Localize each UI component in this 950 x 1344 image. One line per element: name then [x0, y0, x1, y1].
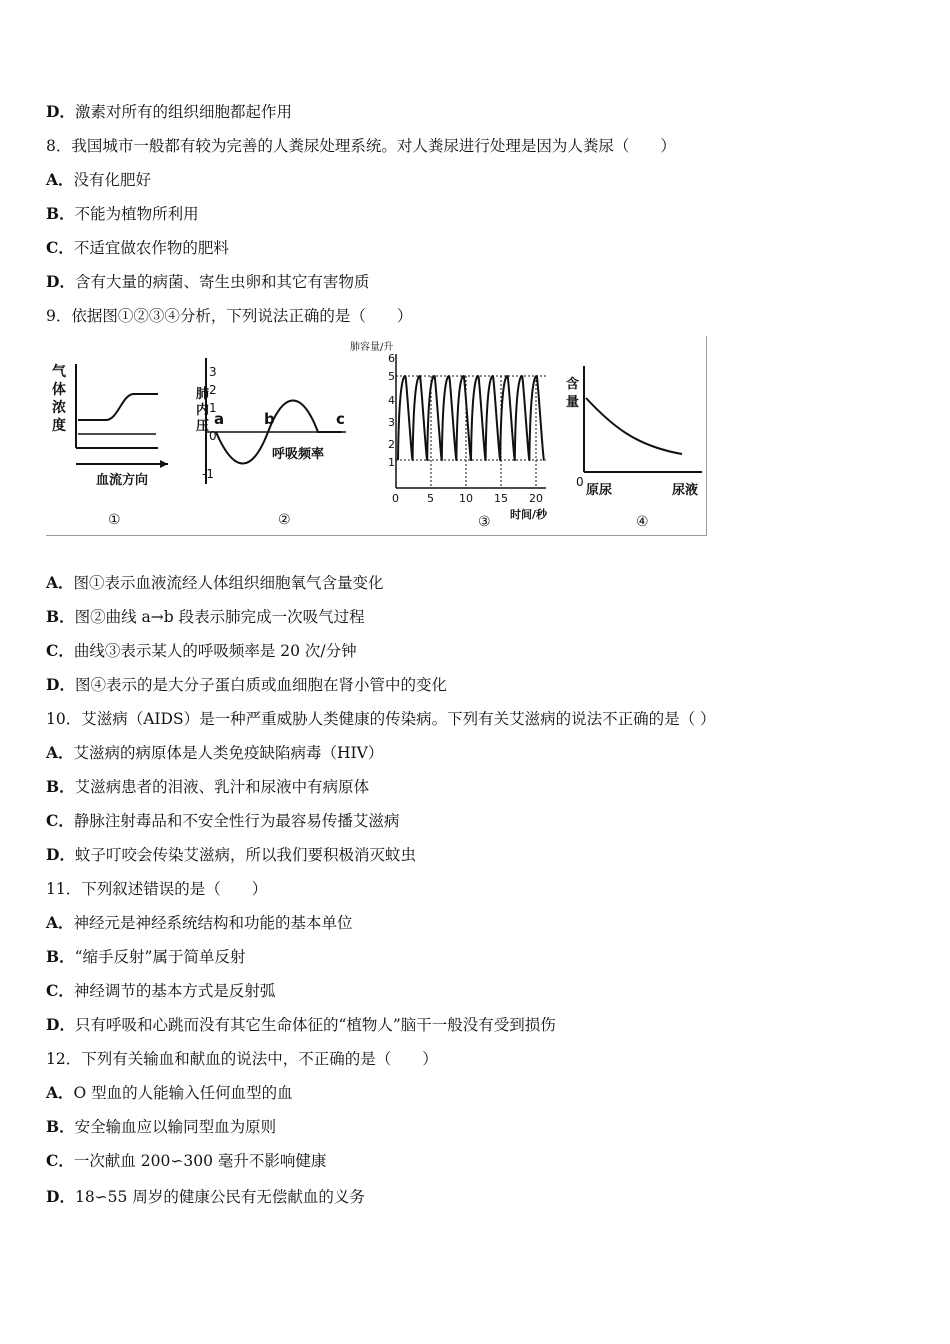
option-label: C． — [46, 1151, 74, 1170]
g4-ylabel-2: 量 — [566, 395, 580, 410]
option-text: 蚊子叮咬会传染艾滋病，所以我们要积极消灭蚊虫 — [74, 846, 416, 864]
option-text: 一次献血 200∽300 毫升不影响健康 — [73, 1152, 327, 1170]
g2-xlabel: 呼吸频率 — [272, 447, 325, 462]
g4-curve — [586, 398, 682, 454]
graphs-svg — [46, 336, 706, 535]
answer-option — [46, 1015, 556, 1035]
graph-4 — [566, 366, 702, 530]
g3-caption: ③ — [478, 514, 491, 530]
option-text: 激素对所有的组织细胞都起作用 — [74, 103, 292, 121]
g3-ytick-6: 6 — [388, 352, 395, 365]
option-text: 含有大量的病菌、寄生虫卵和其它有害物质 — [74, 273, 370, 291]
g3-ytick-5: 5 — [388, 370, 395, 383]
question-stem: 12．下列有关输血和献血的说法中，不正确的是（ ） — [46, 1050, 438, 1068]
answer-option — [46, 811, 399, 831]
option-text: 神经元是神经系统结构和功能的基本单位 — [73, 914, 353, 932]
option-text: 神经调节的基本方式是反射弧 — [73, 982, 276, 1000]
answer-option — [46, 1151, 326, 1171]
answer-option — [46, 1187, 365, 1207]
g2-point-c: c — [336, 410, 345, 428]
option-label: C． — [46, 981, 74, 1000]
option-text: 艾滋病的病原体是人类免疫缺陷病毒（HIV） — [73, 744, 384, 762]
option-text: 只有呼吸和心跳而没有其它生命体征的“植物人”脑干一般没有受到损伤 — [74, 1016, 556, 1034]
option-label: D． — [46, 1187, 75, 1206]
option-text: 曲线③表示某人的呼吸频率是 20 次/分钟 — [73, 642, 357, 660]
graph-2 — [196, 358, 346, 528]
g3-ytick-1: 1 — [388, 456, 395, 469]
option-label: C． — [46, 238, 74, 257]
g3-xtick-15: 15 — [494, 492, 508, 505]
question-stem: 10．艾滋病（AIDS）是一种严重威胁人类健康的传染病。下列有关艾滋病的说法不正确的是（ ） — [46, 710, 716, 728]
question-stem: 8．我国城市一般都有较为完善的人粪尿处理系统。对人粪尿进行处理是因为人粪尿（ ） — [46, 137, 676, 155]
graph-1 — [52, 363, 168, 528]
question-stem: 11．下列叙述错误的是（ ） — [46, 880, 268, 898]
option-label: D． — [46, 675, 75, 694]
option-label: A． — [46, 170, 74, 189]
g4-x-right: 尿液 — [672, 483, 699, 498]
g3-xtick-10: 10 — [459, 492, 473, 505]
answer-option — [46, 170, 151, 190]
g2-point-a: a — [214, 410, 225, 428]
option-label: D． — [46, 1015, 75, 1034]
g2-caption: ② — [278, 512, 291, 528]
g1-caption: ① — [108, 512, 121, 528]
answer-option — [46, 204, 199, 224]
option-text: 图④表示的是大分子蛋白质或血细胞在肾小管中的变化 — [74, 676, 447, 694]
option-label: A． — [46, 1083, 74, 1102]
answer-option — [46, 913, 353, 933]
g3-ytick-4: 4 — [388, 394, 395, 407]
g3-ytick-3: 3 — [388, 416, 395, 429]
g4-ylabel-1: 含 — [566, 377, 580, 392]
option-label: B． — [46, 607, 75, 626]
option-text: 艾滋病患者的泪液、乳汁和尿液中有病原体 — [74, 778, 370, 796]
option-text: 图②曲线 a→b 段表示肺完成一次吸气过程 — [74, 608, 365, 626]
answer-option — [46, 238, 229, 258]
answer-option — [46, 845, 416, 865]
g2-tick-neg1: -1 — [202, 467, 214, 481]
g3-xlabel: 时间/秒 — [510, 508, 548, 521]
g2-tick-0: 0 — [209, 429, 217, 443]
option-label: D． — [46, 102, 75, 121]
g1-ylabel-4: 度 — [52, 418, 66, 434]
g3-xtick-20: 20 — [529, 492, 543, 505]
g1-ylabel-3: 浓 — [52, 400, 66, 416]
option-label: C． — [46, 811, 74, 830]
answer-option — [46, 1117, 276, 1137]
option-label: A． — [46, 913, 74, 932]
option-text: 18∽55 周岁的健康公民有无偿献血的义务 — [74, 1188, 365, 1206]
answer-option — [46, 573, 384, 593]
option-label: B． — [46, 204, 75, 223]
option-label: C． — [46, 641, 74, 660]
answer-option — [46, 641, 357, 661]
g1-ylabel-1: 气 — [52, 364, 66, 380]
g1-arrowhead — [160, 460, 168, 468]
answer-option — [46, 981, 275, 1001]
option-text: 安全输血应以输同型血为原则 — [74, 1118, 277, 1136]
option-text: 不适宜做农作物的肥料 — [73, 239, 229, 257]
answer-option — [46, 102, 292, 122]
g2-ylabel-1: 肺 — [196, 387, 210, 402]
answer-option — [46, 777, 369, 797]
option-label: D． — [46, 845, 75, 864]
g3-ylabel: 肺容量/升 — [350, 342, 394, 353]
g1-curve — [78, 394, 158, 420]
option-label: B． — [46, 1117, 75, 1136]
option-text: 静脉注射毒品和不安全性行为最容易传播艾滋病 — [73, 812, 400, 830]
g2-ylabel-3: 压 — [196, 419, 210, 434]
g2-tick-3: 3 — [209, 365, 217, 379]
g3-xtick-0: 0 — [392, 492, 399, 505]
option-text: “缩手反射”属于简单反射 — [74, 948, 246, 966]
option-label: A． — [46, 743, 74, 762]
g1-ylabel-2: 体 — [52, 382, 66, 398]
question-stem: 9．依据图①②③④分析，下列说法正确的是（ ） — [46, 307, 413, 325]
g4-origin: 0 — [576, 475, 584, 489]
answer-option — [46, 607, 365, 627]
answer-option — [46, 675, 447, 695]
answer-option — [46, 1083, 293, 1103]
answer-option — [46, 272, 369, 292]
question-9-figure — [46, 336, 707, 536]
option-label: B． — [46, 947, 75, 966]
graph-3 — [350, 340, 548, 530]
option-label: D． — [46, 272, 75, 291]
option-label: A． — [46, 573, 74, 592]
answer-option — [46, 743, 383, 763]
g2-point-b: b — [264, 410, 275, 428]
g4-x-left: 原尿 — [586, 483, 613, 498]
g2-ylabel-2: 内 — [196, 403, 210, 418]
g4-caption: ④ — [636, 514, 649, 530]
option-text: 没有化肥好 — [73, 171, 152, 189]
option-text: 不能为植物所利用 — [74, 205, 199, 223]
g3-xtick-5: 5 — [427, 492, 434, 505]
answer-option — [46, 947, 245, 967]
g2-tick-1: 1 — [209, 401, 217, 415]
g2-tick-2: 2 — [209, 383, 217, 397]
option-label: B． — [46, 777, 75, 796]
option-text: O 型血的人能输入任何血型的血 — [73, 1084, 293, 1102]
g3-ytick-2: 2 — [388, 438, 395, 451]
g1-xlabel: 血流方向 — [96, 473, 149, 488]
option-text: 图①表示血液流经人体组织细胞氧气含量变化 — [73, 574, 384, 592]
g3-wave — [398, 376, 544, 460]
